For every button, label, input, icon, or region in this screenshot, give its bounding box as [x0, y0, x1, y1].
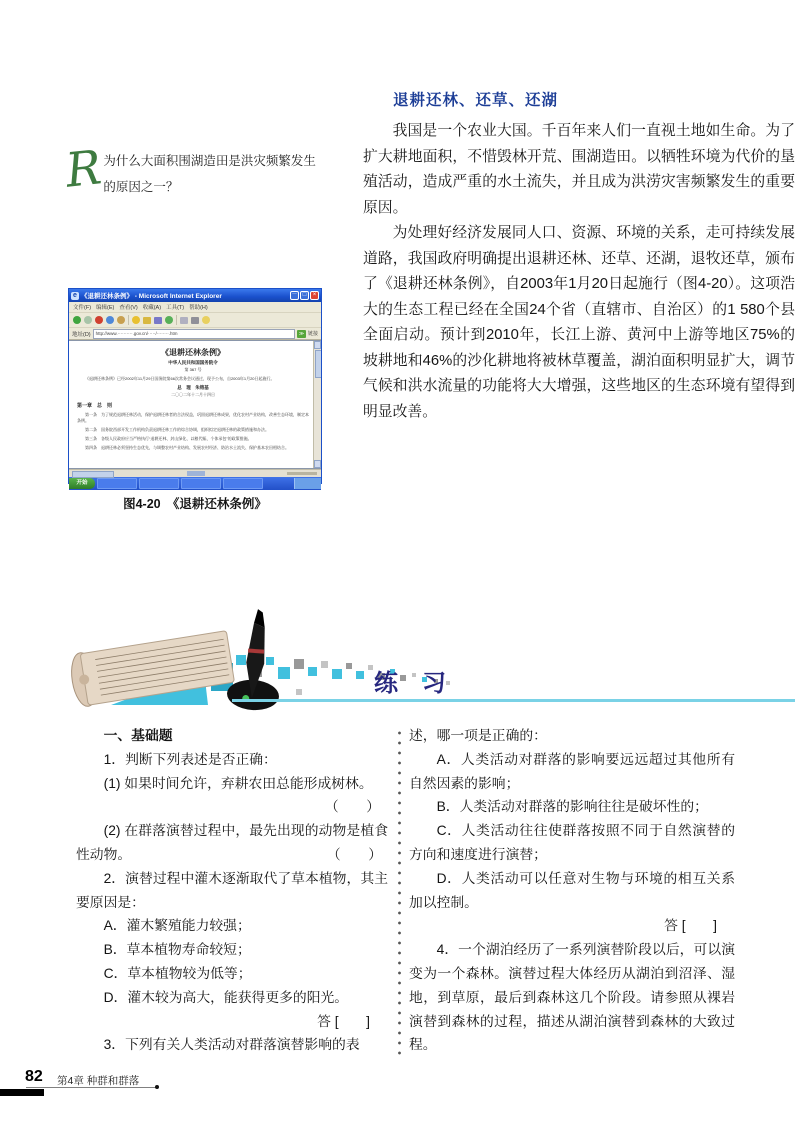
option-a: A．灌木繁殖能力较强； [103, 918, 251, 934]
document-date: 二〇〇二年十二月十四日 [171, 392, 215, 397]
answer-bracket: （ ） [324, 799, 380, 815]
taskbar-button[interactable] [97, 478, 137, 489]
windows-taskbar [69, 477, 321, 490]
search-icon[interactable] [132, 316, 140, 324]
menu-view[interactable]: 查看(V) [119, 305, 138, 311]
question-3: 3．下列有关人类活动对群落演替影响的表 [103, 1037, 360, 1053]
question-1-1: (1) 如果时间允许，弃耕农田总能形成树林。 [103, 775, 373, 791]
stop-icon[interactable] [95, 316, 103, 324]
hscrollbar-thumb[interactable] [72, 471, 114, 478]
question-1: 1．判断下列表述是否正确： [103, 751, 277, 767]
document-article: 第一条 为了规范退耕还林活动，保护退耕还林者的合法权益，巩固退耕还林成果，优化农村产业结构，改善生态环境，制定本条例。 [77, 412, 309, 423]
minimize-button[interactable]: － [291, 292, 298, 298]
page-number: 82 [25, 1068, 43, 1085]
ie-logo-icon: e [71, 292, 79, 300]
document-article: 第二条 国务院西部开发工作机构负责退耕还林工作的综合协调，组织拟定退耕还林的政策措施和办法。 [85, 427, 269, 432]
mail-icon[interactable] [180, 317, 188, 324]
footer-dot [155, 1085, 159, 1089]
document-signer: 总 理 朱镕基 [177, 385, 209, 390]
chapter-label: 第4章 种群和群落 [57, 1075, 140, 1087]
horizontal-scrollbar[interactable] [69, 469, 321, 477]
media-icon[interactable] [154, 317, 162, 324]
home-icon[interactable] [117, 316, 125, 324]
favorites-icon[interactable] [143, 317, 151, 324]
browser-toolbar [69, 313, 321, 328]
browser-content [69, 340, 321, 469]
option-c: C．草本植物较为低等； [103, 965, 252, 981]
answer-blank: 答 [ ] [664, 918, 717, 934]
menu-help[interactable]: 帮助(H) [189, 305, 208, 311]
links-label: 链接 [307, 331, 318, 337]
go-button[interactable]: ≫ [298, 330, 305, 337]
scroll-up-icon[interactable] [314, 341, 321, 349]
exercise-rule [232, 699, 795, 702]
figure-caption: 图4-20 《退耕还林条例》 [123, 497, 267, 511]
menu-edit[interactable]: 编辑(E) [96, 305, 115, 311]
option-b: B．草本植物寿命较短； [103, 942, 251, 958]
messenger-icon[interactable] [202, 316, 210, 324]
back-icon[interactable] [73, 316, 81, 324]
toolbar-separator [176, 315, 177, 325]
option-a: A．人类活动对群落的影响要远远超过其他所有自然因素的影响； [409, 751, 735, 791]
question-1-2 [76, 819, 388, 867]
question-1-2-text: (2) 在群落演替过程中，最先出现的动物是植食性动物。 [76, 823, 388, 862]
close-button[interactable]: × [310, 291, 319, 300]
document-intro: 《退耕还林条例》已经2002年11月29日国务院第66次常务会议通过，现予公布，自2003年1月20日起施行。 [85, 376, 275, 381]
system-tray [294, 478, 321, 489]
article-paragraph: 我国是一个农业大国。千百年来人们一直视土地如生命。为了扩大耕地面积，不惜毁林开荒、围湖造田。以牺牲环境为代价的垦殖活动，造成严重的水土流失，并且成为洪涝灾害频繁发生的重要原因。 [363, 123, 795, 216]
window-titlebar[interactable] [69, 289, 321, 302]
answer-blank: 答 [ ] [317, 1013, 370, 1029]
scrollbar-thumb[interactable] [315, 350, 321, 378]
hscrollbar-segment [187, 471, 205, 476]
menu-favorites[interactable]: 收藏(A) [142, 305, 162, 311]
pen-graphic [226, 607, 285, 711]
exercise-left-column [76, 724, 388, 1057]
taskbar-button[interactable] [181, 478, 221, 489]
vertical-scrollbar[interactable] [313, 341, 321, 468]
footer-bar [0, 1089, 44, 1096]
question-2: 2．演替过程中灌木逐渐取代了草本植物，其主要原因是： [76, 870, 388, 910]
menu-tools[interactable]: 工具(T) [166, 305, 185, 311]
exercise-heading: 练 习 [374, 670, 446, 697]
address-input[interactable]: http://www.··········.gov.cn/·····/········.htm [93, 329, 295, 339]
margin-question-text: 为什么大面积围湖造田是洪灾频繁发生的原因之一？ [103, 154, 316, 194]
document-number: 第 367 号 [184, 367, 202, 372]
start-button[interactable]: 开始 [69, 478, 95, 489]
document-title: 《退耕还林条例》 [161, 348, 225, 357]
menu-bar [69, 302, 321, 313]
document-chapter: 第一章 总 则 [77, 403, 113, 409]
answer-bracket: （ ） [326, 846, 382, 862]
window-title: 《退耕还林条例》 - Microsoft Internet Explorer [81, 293, 222, 300]
document-decree: 中华人民共和国国务院令 [168, 360, 218, 365]
option-b: B．人类活动对群落的影响往往是破坏性的； [436, 799, 708, 815]
margin-question [63, 140, 318, 200]
maximize-button[interactable]: □ [300, 291, 309, 300]
article-paragraph: 为处理好经济发展同人口、资源、环境的关系，走可持续发展道路，我国政府明确提出退耕还林、还草、还湖，退牧还草，颁布了《退耕还林条例》，自2003年1月20日起施行（图4-20）。这项浩大的生态工程已经在全国24个省（直辖市、自治区）的1 580个县全面启动。预计到2010年，长江上游、黄河中上游等地区75%的坡耕地和46%的沙化耕地将被林草覆盖，湖泊面积明显扩大，调节气候和洪水流量的功能将大大增强，这些地区的生态环境有望得到明显改善。 [363, 225, 795, 420]
menu-file[interactable]: 文件(F) [73, 305, 92, 311]
taskbar-button[interactable] [139, 478, 179, 489]
refresh-icon[interactable] [106, 316, 114, 324]
print-icon[interactable] [191, 317, 199, 324]
history-icon[interactable] [165, 316, 173, 324]
address-label: 地址(D) [72, 331, 91, 338]
column-divider [398, 728, 401, 1058]
browser-window-screenshot [68, 288, 322, 484]
section-title: 一、基础题 [103, 728, 173, 743]
option-d: D．灌木较为高大，能获得更多的阳光。 [103, 989, 349, 1005]
forward-icon[interactable] [84, 316, 92, 324]
scroll-down-icon[interactable] [314, 460, 321, 468]
article-title: 退耕还林、还草、还湖 [393, 92, 559, 109]
toolbar-separator [128, 315, 129, 325]
article [363, 88, 795, 425]
status-segment [287, 472, 317, 475]
address-bar [69, 328, 321, 340]
document-article: 第三条 各级人民政府应当严格执行“退耕还林、封山绿化、以粮代赈、个体承包”的政策措施。 [85, 436, 252, 441]
question-4: 4．一个湖泊经历了一系列演替阶段以后，可以演变为一个森林。演替过程大体经历从湖泊到沼泽、湿地，到草原，最后到森林这几个阶段。请参照从裸岩演替到森林的过程，描述从湖泊演替到森林的大致过程。 [409, 942, 735, 1053]
question-3-continued: 述，哪一项是正确的： [409, 728, 547, 743]
taskbar-button[interactable] [223, 478, 263, 489]
option-d: D．人类活动可以任意对生物与环境的相互关系加以控制。 [409, 870, 735, 910]
decorative-initial: R [63, 140, 105, 199]
exercise-right-column [409, 724, 735, 1057]
option-c: C．人类活动往往使群落按照不同于自然演替的方向和速度进行演替； [409, 823, 735, 862]
document-article: 第四条 退耕还林必须坚持生态优先，与调整农村产业结构、发展农村经济、防治水土流失、保护基本农田相结合。 [85, 445, 289, 450]
